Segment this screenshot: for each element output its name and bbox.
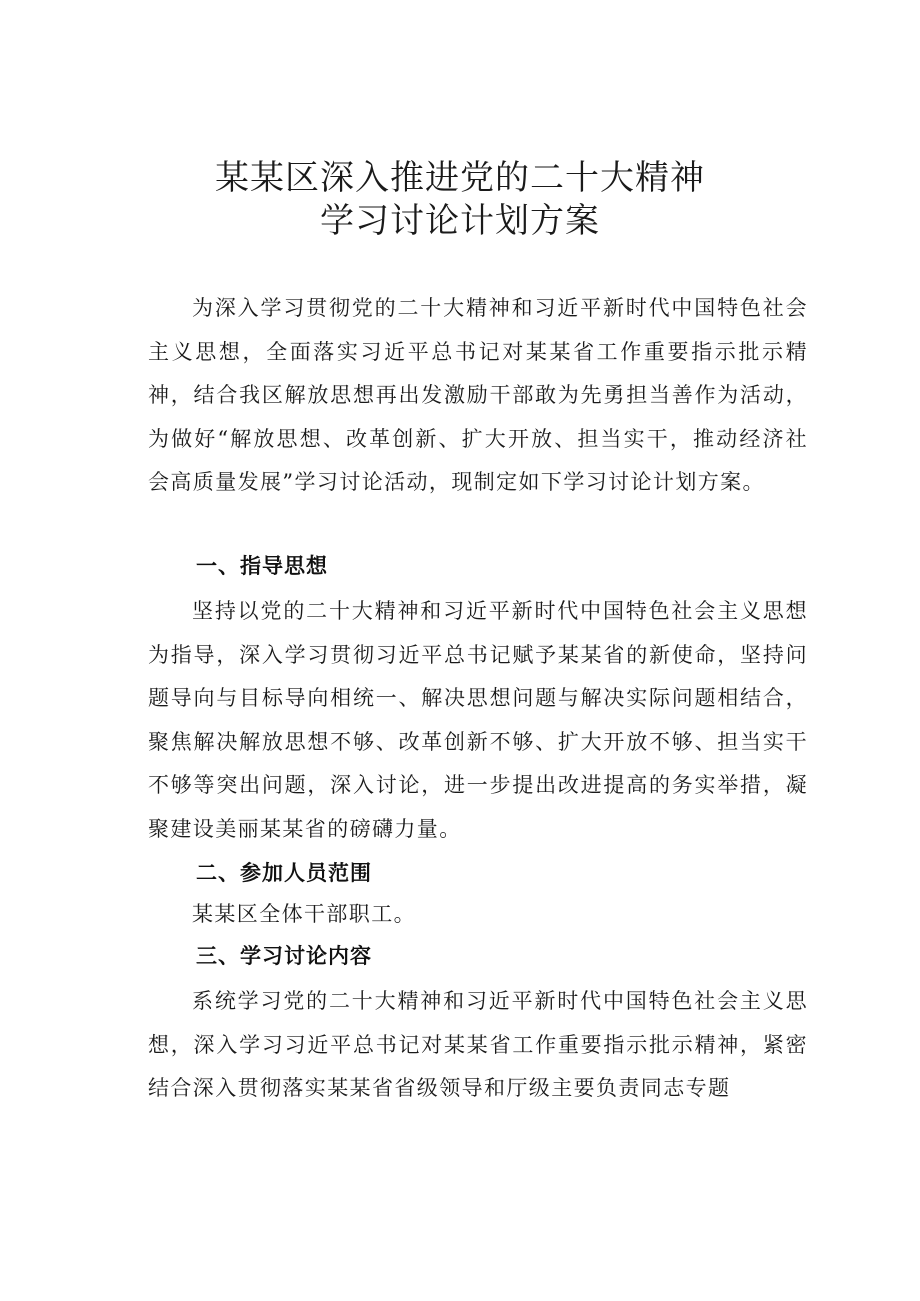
section-heading-study-content: 三、学习讨论内容 bbox=[196, 944, 372, 968]
intro-paragraph: 为深入学习贯彻党的二十大精神和习近平新时代中国特色社会主义思想，全面落实习近平总书记对某某省工作重要指示批示精神，结合我区解放思想再出发激励干部敢为先勇担当善作为活动，为做好“解放思想、改革创新、扩大开放、担当实干，推动经济社会高质量发展”学习讨论活动，现制定如下学习讨论计划方案。 bbox=[148, 296, 808, 494]
document-title-line-2: 学习讨论计划方案 bbox=[320, 201, 600, 241]
document-title-line-1: 某某区深入推进党的二十大精神 bbox=[215, 158, 705, 198]
section-paragraph-participants: 某某区全体干部职工。 bbox=[192, 902, 416, 926]
section-heading-guiding-ideology: 一、指导思想 bbox=[196, 554, 328, 578]
section-paragraph-guiding-ideology: 坚持以党的二十大精神和习近平新时代中国特色社会主义思想为指导，深入学习贯彻习近平总书记赋予某某省的新使命，坚持问题导向与目标导向相统一、解决思想问题与解决实际问题相结合，聚焦解决解放思想不够、改革创新不够、扩大开放不够、担当实干不够等突出问题，深入讨论，进一步提出改进提高的务实举措，凝聚建设美丽某某省的磅礴力量。 bbox=[148, 599, 808, 841]
section-heading-participants: 二、参加人员范围 bbox=[196, 861, 372, 885]
section-paragraph-study-content: 系统学习党的二十大精神和习近平新时代中国特色社会主义思想，深入学习习近平总书记对某某省工作重要指示批示精神，紧密结合深入贯彻落实某某省省级领导和厅级主要负责同志专题 bbox=[148, 989, 808, 1100]
